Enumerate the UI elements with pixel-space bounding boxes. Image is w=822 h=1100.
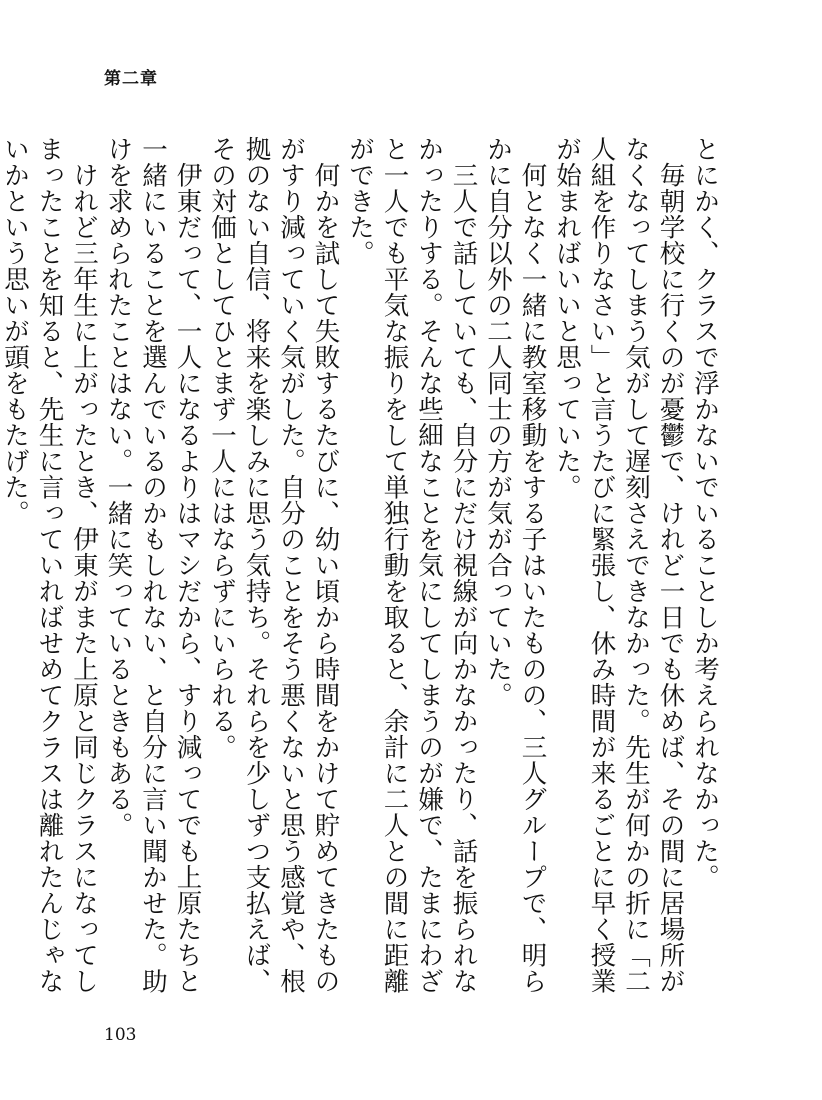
paragraph-7: けれど三年生に上がったとき、伊東がまた上原と同じクラスになってしまったことを知ると、先生に言っていればせめてクラスは離れたんじゃないかという思いが頭をもたげた。 bbox=[0, 136, 99, 994]
paragraph-2: 毎朝学校に行くのが憂鬱で、けれど一日でも休めば、その間に居場所がなくなってしまう気がして遅刻さえできなかった。先生が何かの折に「二人組を作りなさい」と言うたびに緊張し、休み時間が来るごとに早く授業が始まればいいと思っていた。 bbox=[552, 136, 686, 994]
page-number: 103 bbox=[104, 1025, 137, 1045]
chapter-title: 第二章 bbox=[104, 69, 158, 89]
vertical-text-body bbox=[0, 136, 722, 996]
paragraph-4: 三人で話していても、自分にだけ視線が向かなかったり、話を振られなかったりする。そんな些細なことを気にしてしまうのが嫌で、たまにわざと一人でも平気な振りをして単独行動を取ると、余計に二人との間に距離ができた。 bbox=[345, 136, 479, 994]
paragraph-5: 何かを試して失敗するたびに、幼い頃から時間をかけて貯めてきたものがすり減っていく気がした。自分のことをそう悪くないと思う感覚や、根拠のない自信、将来を楽しみに思う気持ち。それらを少しずつ支払えば、その対価としてひとまず一人にはならずにいられる。 bbox=[207, 136, 341, 994]
paragraph-6: 伊東だって、一人になるよりはマシだから、すり減ってでも上原たちと一緒にいることを選んでいるのかもしれない、と自分に言い聞かせた。助けを求められたことはない。一緒に笑っているときもある。 bbox=[103, 136, 203, 994]
paragraph-3: 何となく一緒に教室移動をする子はいたものの、三人グループで、明らかに自分以外の二人同士の方が気が合っていた。 bbox=[483, 136, 548, 994]
paragraph-1: とにかく、クラスで浮かないでいることしか考えられなかった。 bbox=[690, 136, 720, 890]
